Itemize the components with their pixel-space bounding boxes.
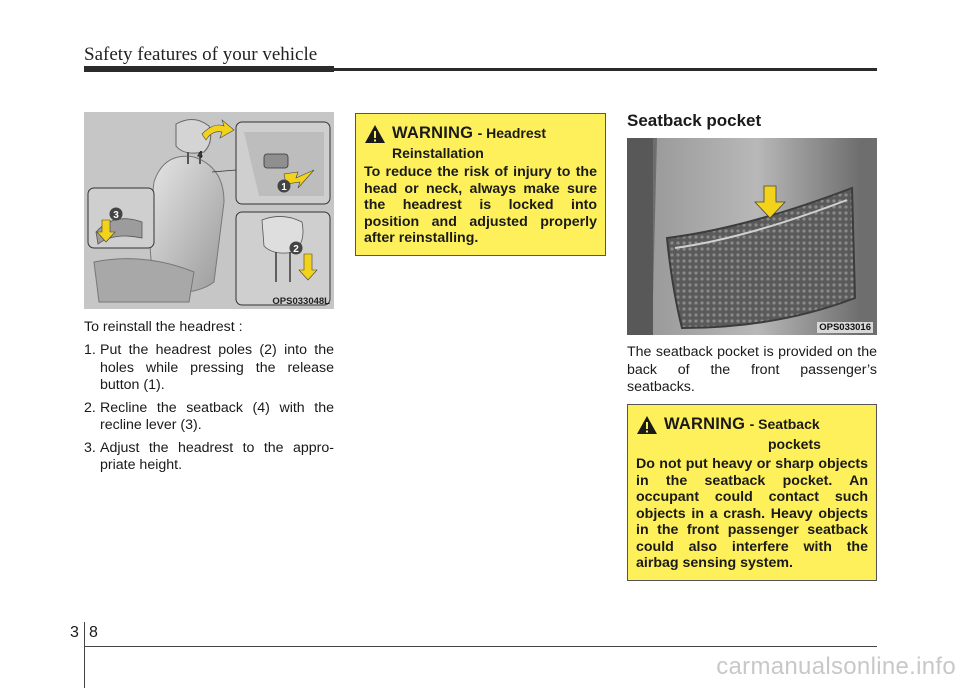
footer-divider — [84, 622, 85, 688]
warning-box-seatback — [627, 404, 877, 581]
headrest-illustration-drawing — [84, 112, 334, 309]
warning-box-headrest — [355, 113, 606, 256]
list-item — [84, 440, 334, 475]
warning-subtitle: - Headrest — [477, 125, 547, 141]
warning-body: Do not put heavy or sharp objects in the seatback pocket. An occupant could contact such objects in a crash. Heavy objects in the front passenger seatback could also interfere with the airbag sensing system. — [636, 456, 868, 571]
svg-text:4: 4 — [197, 150, 203, 161]
warning-triangle-icon — [364, 124, 386, 144]
headrest-illustration — [84, 112, 334, 309]
warning-subtitle-line2: pockets — [768, 436, 821, 452]
warning-header — [636, 415, 868, 435]
warning-subtitle: - Seatback — [749, 416, 820, 432]
callout-4 — [197, 150, 203, 161]
header-rule — [84, 68, 877, 71]
warning-label: WARNING — [392, 124, 474, 142]
section-title: Seatback pocket — [627, 111, 762, 130]
svg-text:3: 3 — [113, 210, 119, 221]
step-number: 1. — [84, 342, 96, 358]
list-item — [84, 342, 334, 395]
watermark: carmanualsonline.info — [716, 653, 956, 680]
figure-caption: OPS033048L — [272, 296, 330, 307]
warning-label: WARNING — [664, 415, 746, 433]
step-text: Recline the seatback (4) with the recline lever (3). — [100, 399, 334, 433]
svg-text:2: 2 — [293, 244, 299, 255]
page-header-title: Safety features of your vehicle — [84, 44, 318, 65]
warning-subtitle-line2: Reinstallation — [392, 145, 484, 161]
warning-triangle-icon — [636, 415, 658, 435]
reinstall-steps — [84, 342, 334, 480]
figure-caption: OPS033016 — [819, 322, 871, 333]
footer-rule — [84, 646, 877, 647]
list-item — [84, 400, 334, 435]
chapter-number: 3 — [70, 624, 79, 641]
warning-header — [364, 124, 597, 144]
seatback-pocket-drawing — [627, 138, 877, 335]
reinstall-intro: To reinstall the headrest : — [84, 319, 243, 335]
step-number: 2. — [84, 399, 96, 416]
warning-body: To reduce the risk of injury to the head or neck, always make sure the headrest is locked into position and adjusted properly after reinstalling. — [364, 164, 597, 246]
page-number: 8 — [89, 624, 98, 641]
seatback-paragraph: The seatback pocket is provided on the back of the front passenger’s seatbacks. — [627, 344, 877, 395]
step-text: Put the headrest poles (2) into the holes while pressing the release button (1). — [100, 342, 334, 393]
svg-text:1: 1 — [281, 182, 287, 193]
step-text: Adjust the headrest to the appro-priate height. — [100, 439, 334, 473]
seatback-pocket-photo — [627, 138, 877, 335]
step-number: 3. — [84, 439, 96, 456]
